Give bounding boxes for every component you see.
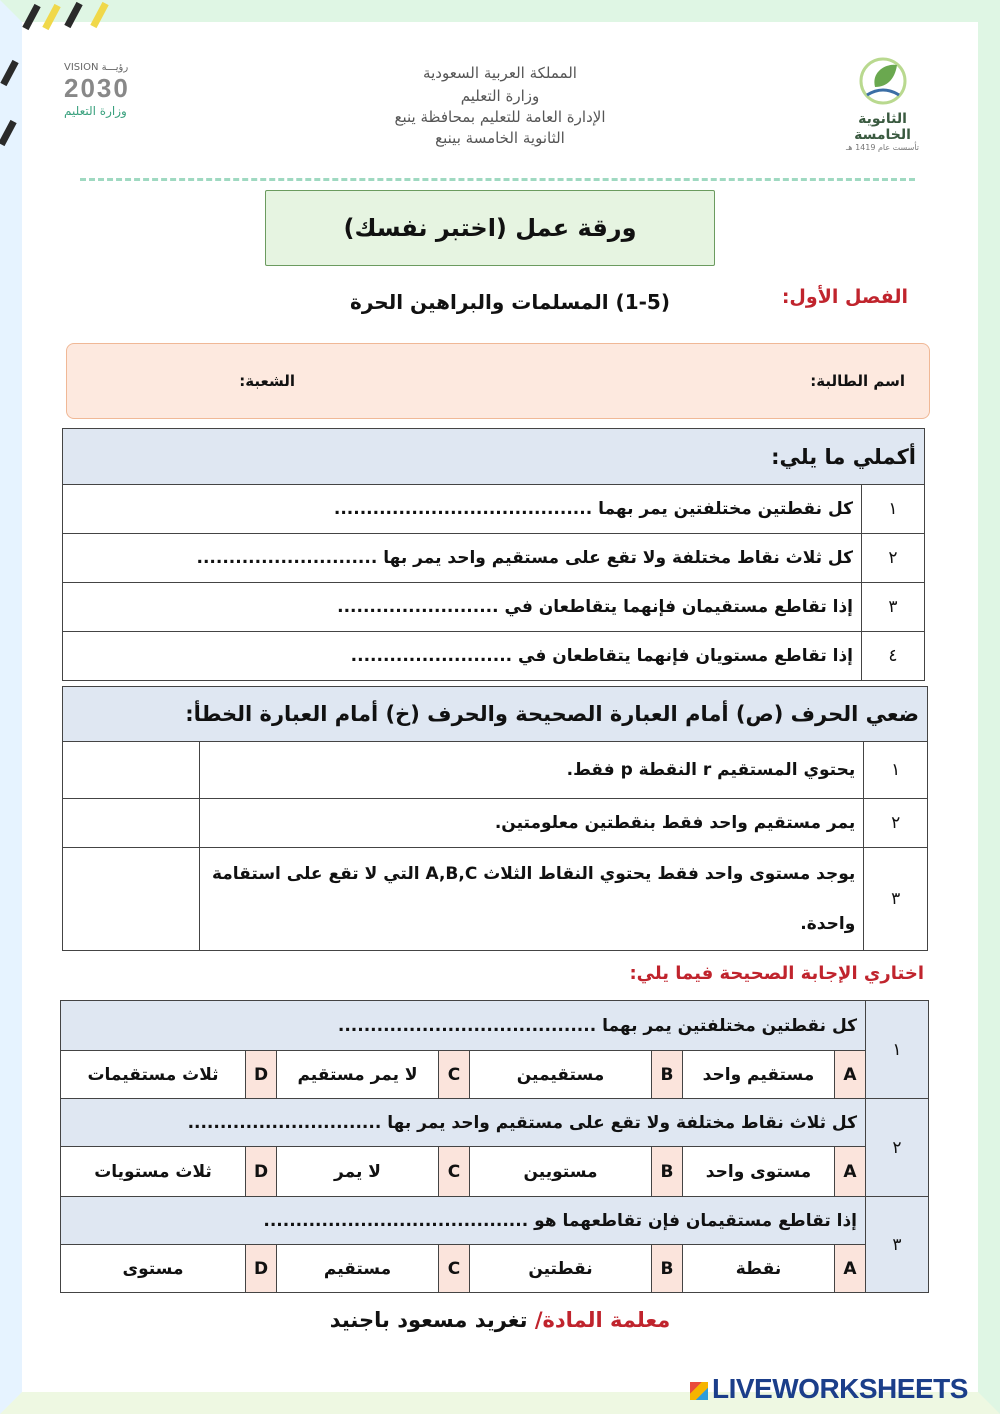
header-line-ministry: وزارة التعليم — [460, 87, 540, 105]
leaf-icon — [853, 55, 913, 107]
option-letter: C — [439, 1245, 470, 1293]
q2-answer-cell[interactable] — [63, 799, 200, 848]
q1-item-text[interactable]: إذا تقاطع مستويان فإنهما يتقاطعان في ......................... — [63, 632, 862, 681]
option-letter: A — [835, 1051, 866, 1099]
option-text[interactable]: مستقيم — [277, 1245, 439, 1293]
table-row — [61, 1099, 929, 1147]
vision-year: 2030 — [64, 73, 130, 103]
option-letter: B — [652, 1245, 683, 1293]
q2-table — [62, 686, 928, 951]
q2-answer-cell[interactable] — [63, 742, 200, 799]
q2-statement: يحتوي المستقيم r النقطة p فقط. — [199, 742, 864, 799]
liveworksheets-logo-icon — [690, 1382, 708, 1400]
option-letter: D — [246, 1245, 277, 1293]
header-divider — [80, 178, 915, 181]
vision-text: VISION رؤيـــة — [64, 62, 129, 73]
q2-answer-cell[interactable] — [63, 848, 200, 951]
q2-number: ١ — [864, 742, 928, 799]
table-row — [61, 1197, 929, 1245]
q3-number: ٣ — [866, 1197, 929, 1293]
option-letter: B — [652, 1147, 683, 1197]
option-text[interactable]: مستقيمين — [470, 1051, 652, 1099]
table-row — [63, 848, 928, 951]
header-line-directorate: الإدارة العامة للتعليم بمحافظة ينبع — [394, 108, 606, 126]
table-row — [63, 742, 928, 799]
q3-question: إذا تقاطع مستقيمان فإن تقاطعهما هو ......................................... — [61, 1197, 866, 1245]
option-text[interactable]: مستوى — [61, 1245, 246, 1293]
q1-item-text[interactable]: كل ثلاث نقاط مختلفة ولا تقع على مستقيم واحد يمر بها ............................ — [63, 534, 862, 583]
school-logo-sub: تأسست عام 1419 هـ — [845, 143, 920, 152]
liveworksheets-watermark — [690, 1373, 990, 1407]
teacher-label: معلمة المادة/ — [534, 1308, 671, 1332]
table-row — [63, 799, 928, 848]
table-row — [63, 632, 925, 681]
school-logo — [835, 55, 930, 152]
option-letter: D — [246, 1051, 277, 1099]
q2-statement: يوجد مستوى واحد فقط يحتوي النقاط الثلاث A,B,C التي لا تقع على استقامة واحدة. — [199, 848, 864, 951]
option-letter: A — [835, 1245, 866, 1293]
ministry-logo-text: وزارة التعليم — [64, 104, 127, 118]
option-letter: C — [439, 1147, 470, 1197]
q3-question: كل نقطتين مختلفتين يمر بهما ........................................ — [61, 1001, 866, 1051]
table-row — [63, 485, 925, 534]
table-row — [63, 534, 925, 583]
watermark-text: LIVEWORKSHEETS — [712, 1373, 968, 1404]
header-line-country: المملكة العربية السعودية — [423, 64, 577, 82]
option-letter: A — [835, 1147, 866, 1197]
table-row — [61, 1245, 929, 1293]
q2-statement: يمر مستقيم واحد فقط بنقطتين معلومتين. — [199, 799, 864, 848]
teacher-name: تغريد مسعود باجنيد — [329, 1308, 528, 1332]
option-letter: D — [246, 1147, 277, 1197]
q1-number: ٢ — [862, 534, 925, 583]
option-text[interactable]: مستوى واحد — [683, 1147, 835, 1197]
teacher-signature — [0, 1308, 1000, 1332]
option-text[interactable]: لا يمر — [277, 1147, 439, 1197]
q1-item-text[interactable]: إذا تقاطع مستقيمان فإنهما يتقاطعان في ......................... — [63, 583, 862, 632]
option-text[interactable]: نقطتين — [470, 1245, 652, 1293]
school-logo-text: الثانوية الخامسة — [854, 111, 911, 143]
option-text[interactable]: مستقيم واحد — [683, 1051, 835, 1099]
q1-heading: أكملي ما يلي: — [63, 429, 925, 485]
table-row — [61, 1147, 929, 1197]
q3-table — [60, 1000, 929, 1293]
q2-heading: ضعي الحرف (ص) أمام العبارة الصحيحة والحرف (خ) أمام العبارة الخطأ: — [63, 687, 928, 742]
table-row — [61, 1051, 929, 1099]
option-text[interactable]: مستويين — [470, 1147, 652, 1197]
worksheet-title: ورقة عمل (اختبر نفسك) — [265, 190, 715, 266]
header-line-school: الثانوية الخامسة بينبع — [435, 129, 565, 147]
option-letter: C — [439, 1051, 470, 1099]
q1-table — [62, 428, 925, 681]
q2-number: ٣ — [864, 848, 928, 951]
q3-heading: اختاري الإجابة الصحيحة فيما يلي: — [629, 963, 924, 984]
table-row — [63, 583, 925, 632]
q3-number: ٢ — [866, 1099, 929, 1197]
q3-question: كل ثلاث نقاط مختلفة ولا تقع على مستقيم واحد يمر بها .............................. — [61, 1099, 866, 1147]
option-text[interactable]: نقطة — [683, 1245, 835, 1293]
q2-number: ٢ — [864, 799, 928, 848]
chapter-label: الفصل الأول: — [781, 286, 908, 308]
option-text[interactable]: لا يمر مستقيم — [277, 1051, 439, 1099]
q1-number: ٤ — [862, 632, 925, 681]
section-label: الشعبة: — [239, 372, 295, 390]
student-info-box — [66, 343, 930, 419]
student-name-label: اسم الطالبة: — [810, 372, 905, 390]
q3-number: ١ — [866, 1001, 929, 1099]
option-text[interactable]: ثلاث مستويات — [61, 1147, 246, 1197]
option-text[interactable]: ثلاث مستقيمات — [61, 1051, 246, 1099]
vision-2030-logo — [64, 62, 174, 118]
q1-number: ١ — [862, 485, 925, 534]
lesson-title: (1-5) المسلمات والبراهين الحرة — [350, 290, 670, 314]
q1-number: ٣ — [862, 583, 925, 632]
table-row — [61, 1001, 929, 1051]
option-letter: B — [652, 1051, 683, 1099]
q1-item-text[interactable]: كل نقطتين مختلفتين يمر بهما ........................................ — [63, 485, 862, 534]
